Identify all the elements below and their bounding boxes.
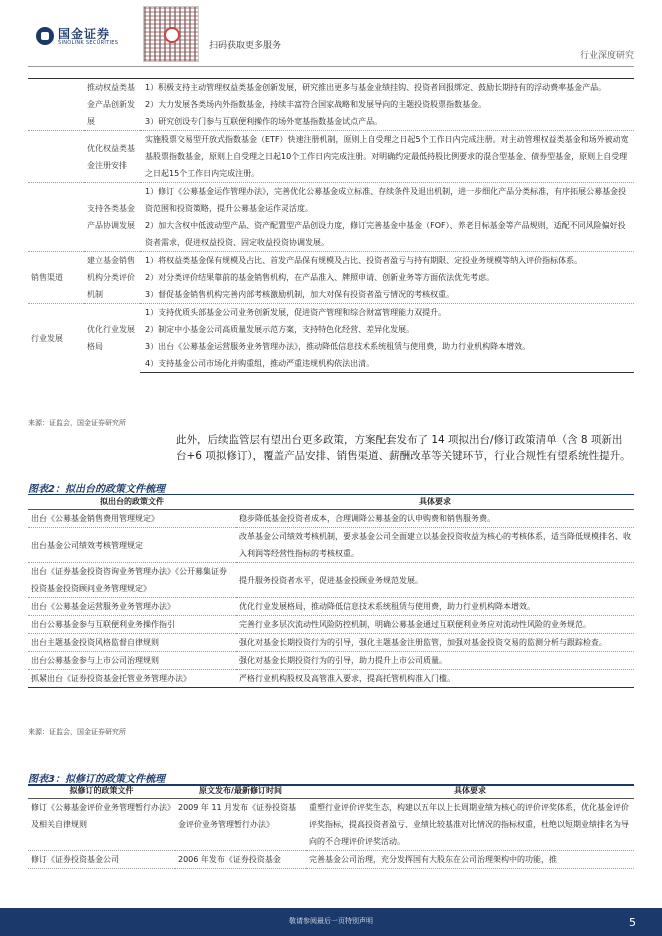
fig2-req: 优化行业发展格局，推动降低信息技术系统租赁与使用费，助力行业机构降本增效。	[236, 598, 634, 616]
row-requirement: 3）督促基金销售机构完善内部考核激励机制，加大对保有投资者盈亏情况的考核权重。	[145, 290, 455, 299]
table-row	[28, 528, 634, 563]
table-row	[28, 851, 634, 869]
row-requirement: 2）对分类评价结果靠前的基金销售机构，在产品准入、牌照申请、创新业务等方面依法优先考虑。	[145, 273, 495, 282]
table-row	[28, 563, 634, 598]
policy-table	[28, 78, 634, 373]
fig2-col-req: 具体要求	[236, 495, 634, 510]
table-row	[28, 634, 634, 652]
fig3-req: 重塑行业评价评奖生态，构建以五年以上长周期业绩为核心的评价评奖体系，优化基金评价评奖指标，提高投资者盈亏、业绩比较基准对比情况的指标权重，杜绝以短期业绩排名为导向的不合理评价评奖活动。	[306, 799, 634, 851]
row-requirement: 3）研究创设专门参与互联便利操作的场外宽基指数基金试点产品。	[145, 117, 383, 126]
figure3-title: 图表3：拟修订的政策文件梳理	[28, 774, 165, 785]
table-row	[28, 79, 634, 97]
fig2-doc: 出台《公募基金销售费用管理规定》	[28, 510, 236, 528]
table1-source: 来源：证监会，国金证券研究所	[28, 419, 126, 427]
table-row	[28, 598, 634, 616]
row-category: 销售渠道	[28, 252, 84, 304]
row-category	[28, 79, 84, 131]
fig3-col-date: 原文发布/最新修订时间	[175, 784, 306, 799]
row-requirement: 1）积极支持主动管理权益类基金创新发展，研究推出更多与基金业绩挂钩、投资者回报绑定、鼓励长期持有的浮动费率基金产品。	[140, 79, 634, 97]
fig3-req: 完善基金公司治理，充分发挥国有大股东在公司治理架构中的功能，推	[306, 851, 634, 869]
fig2-doc: 抓紧出台《证券投资基金托管业务管理办法》	[28, 670, 236, 688]
brand-name-en: SINOLINK SECURITIES	[58, 40, 119, 46]
footer-disclaimer: 敬请参阅最后一页特别声明	[289, 917, 373, 925]
page-footer	[0, 908, 662, 936]
row-requirement: 1）支持优质头部基金公司业务创新发展，促进资产管理和综合财富管理能力双提升。	[140, 304, 634, 322]
row-subcategory: 优化行业发展格局	[84, 304, 140, 373]
brand-name: 国金证券	[58, 27, 111, 41]
body-paragraph: 此外，后续监管层有望出台更多政策，方案配套发布了 14 项拟出台/修订政策清单（含 8 项新出台+6 项拟修订），覆盖产品安排、销售渠道、薪酬改革等关键环节，行业合规性有望系统性提升。	[176, 434, 631, 462]
row-subcategory: 支持各类基金产品协调发展	[84, 183, 140, 252]
fig2-doc: 出台公募基金参与上市公司治理规则	[28, 652, 236, 670]
row-category	[28, 183, 84, 252]
table-row	[28, 652, 634, 670]
figure2-table	[28, 495, 634, 688]
row-requirement: 2）加大含权中低波动型产品、资产配置型产品创设力度，修订完善基金中基金（FOF）、养老目标基金等产品规则，适配不同风险偏好投资者需求，促进权益投资、固定收益投资协调发展。	[145, 221, 626, 247]
fig3-doc: 修订《公募基金评价业务管理暂行办法》及相关自律规则	[28, 799, 175, 851]
fig2-doc: 出台公募基金参与互联便利业务操作指引	[28, 616, 236, 634]
row-requirement: 2）大力发展各类场内外指数基金，持续丰富符合国家战略和发展导向的主题投资股票指数基金。	[145, 100, 487, 109]
fig3-date: 2006 年发布《证券投资基金	[175, 851, 306, 869]
scan-prompt: 扫码获取更多服务	[209, 41, 282, 51]
row-category	[28, 131, 84, 183]
table-row	[28, 252, 634, 270]
fig2-req: 稳步降低基金投资者成本，合理调降公募基金的认申购费和销售服务费。	[236, 510, 634, 528]
table-row	[28, 799, 634, 851]
fig3-col-req: 具体要求	[306, 784, 634, 799]
fig3-col-doc: 拟修订的政策文件	[28, 784, 175, 799]
row-requirement: 4）支持基金公司市场化并购重组，推动严重违规机构依法出清。	[140, 355, 634, 373]
sinolink-logo	[36, 24, 126, 46]
fig2-req: 完善行业多层次流动性风险防控机制，明确公募基金通过互联便利业务应对流动性风险的业务规范。	[236, 616, 634, 634]
row-subcategory: 优化权益类基金注册安排	[84, 131, 140, 183]
table-row	[28, 510, 634, 528]
fig3-date: 2009 年 11 月发布《证券投资基金评价业务管理暂行办法》	[175, 799, 306, 851]
fig2-doc: 出台基金公司绩效考核管理规定	[28, 528, 236, 563]
fig2-req: 改革基金公司绩效考核机制，要求基金公司全面建立以基金投资收益为核心的考核体系，适当降低规模排名、收入利润等经营性指标的考核权重。	[236, 528, 634, 563]
fig3-doc: 修订《证券投资基金公司	[28, 851, 175, 869]
header-divider	[28, 66, 634, 67]
table-row	[28, 616, 634, 634]
row-requirement: 实施股票交易型开放式指数基金（ETF）快速注册机制，原则上自受理之日起5个工作日内完成注册。对主动管理权益类基金和场外被动宽基股票指数基金，原则上自受理之日起10个工作日内完成注册。对明确约定最低持股比例要求的混合型基金、债券型基金，原则上自受理之日起15个工作日内完成注册。	[140, 131, 634, 183]
fig2-req: 强化对基金长期投资行为的引导，助力提升上市公司质量。	[236, 652, 634, 670]
report-type: 行业深度研究	[579, 51, 634, 61]
table-row	[28, 131, 634, 183]
row-category: 行业发展	[28, 304, 84, 373]
qr-code-icon	[143, 6, 199, 62]
table-row	[28, 670, 634, 688]
fig2-doc: 出台《证券基金投资咨询业务管理办法》《公开募集证券投资基金投资顾问业务管理规定》	[28, 563, 236, 598]
fig2-req: 提升服务投资者水平，促进基金投顾业务规范发展。	[236, 563, 634, 598]
row-subcategory: 建立基金销售机构分类评价机制	[84, 252, 140, 304]
page-header	[0, 0, 662, 70]
page-number: 5	[629, 916, 636, 929]
table-row	[28, 183, 634, 218]
row-requirement: 1）将权益类基金保有规模及占比、首发产品保有规模及占比、投资者盈亏与持有期限、定投业务规模等纳入评价指标体系。	[140, 252, 634, 270]
table2-source: 来源：证监会，国金证券研究所	[28, 728, 126, 736]
fig2-col-doc: 拟出台的政策文件	[28, 495, 236, 510]
fig2-doc: 出台《公募基金运营服务业务管理办法》	[28, 598, 236, 616]
fig2-doc: 出台主题基金投资风格监督自律规则	[28, 634, 236, 652]
fig2-req: 强化对基金长期投资行为的引导，强化主题基金注册监管，加强对基金投资交易的监测分析与跟踪检查。	[236, 634, 634, 652]
row-requirement: 2）制定中小基金公司高质量发展示范方案，支持特色化经营、差异化发展。	[145, 325, 415, 334]
row-requirement: 3）出台《公募基金运营服务业务管理办法》，推动降低信息技术系统租赁与使用费，助力行业机构降本增效。	[145, 342, 531, 351]
sinolink-logo-icon	[36, 27, 54, 45]
row-subcategory: 推动权益类基金产品创新发展	[84, 79, 140, 131]
figure2-title: 图表2：拟出台的政策文件梳理	[28, 484, 165, 495]
fig2-req: 严格行业机构股权及高管准入要求，提高托管机构准入门槛。	[236, 670, 634, 688]
figure3-table	[28, 784, 634, 869]
row-requirement: 1）修订《公募基金运作管理办法》，完善优化公募基金成立标准、存续条件及退出机制，进一步细化产品分类标准，有序拓展公募基金投资范围和投资策略，提升公募基金运作灵活度。	[140, 183, 634, 218]
table-row	[28, 304, 634, 322]
